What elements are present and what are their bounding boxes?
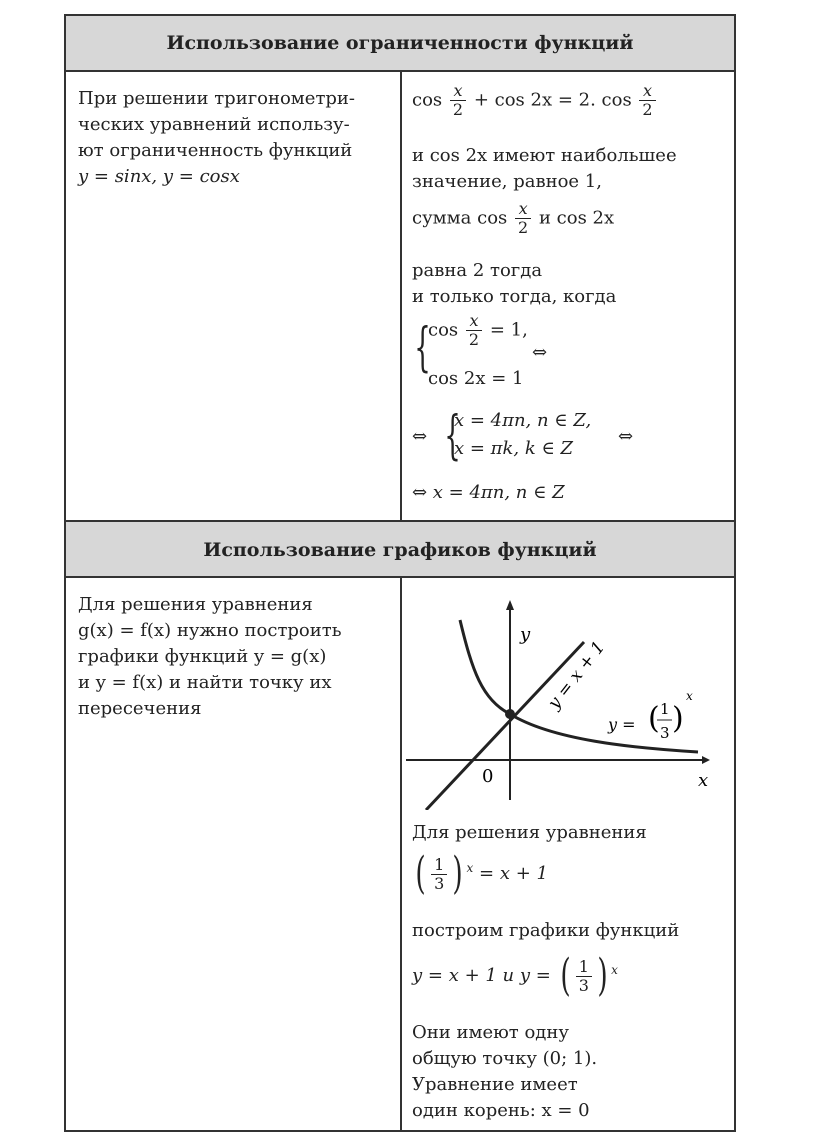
text-line: и только тогда, когда <box>412 286 617 307</box>
text-line: Для решения уравнения <box>412 822 647 843</box>
equation-main: cos $\frac{x}{2}$ + cos 2x = 2. cos $\frac{x}{2}$ <box>412 82 658 119</box>
functions-line: y = x + 1 и y = ( $\frac{1}{3}$ ) $^x$ <box>412 950 618 1001</box>
line-label: y = x + 1 <box>544 637 610 714</box>
paren-right: ) <box>672 701 684 736</box>
table <box>64 14 736 1132</box>
section-header-graphs: Использование графиков функций <box>66 520 734 578</box>
system-1: { cos $\frac{x}{2}$ = 1, cos 2x = 1 ⇔ <box>414 311 548 389</box>
paren-left: ( <box>648 701 660 736</box>
text-line: Они имеют одну <box>412 1022 569 1043</box>
origin-label: 0 <box>482 766 494 787</box>
frac-num: 1 <box>660 700 670 718</box>
text-line: один корень: x = 0 <box>412 1100 590 1121</box>
text-line: общую точку (0; 1). <box>412 1048 598 1069</box>
brace: { <box>444 406 461 466</box>
text-line: построим графики функций <box>412 920 680 941</box>
section-header-boundedness: Использование ограниченности функций <box>66 16 734 72</box>
final-answer: ⇔ x = 4πn, n ∈ Z <box>412 482 565 503</box>
text-line: и cos 2x имеют наибольшее <box>412 145 677 166</box>
x-axis-label: x <box>698 770 709 791</box>
system-2: ⇔ { x = 4πn, n ∈ Z, x = πk, k ∈ Z ⇔ <box>412 406 634 466</box>
y-axis-label: y <box>520 624 531 645</box>
brace: { <box>414 318 431 378</box>
text-line: Уравнение имеет <box>412 1074 578 1095</box>
section2-description: Для решения уравнения g(x) = f(x) нужно построить графики функций y = g(x) и y = f(x) и найти точку их пересечения <box>78 594 342 719</box>
exp-label-prefix: y = <box>608 715 636 734</box>
line-y-x-plus-1 <box>426 642 584 810</box>
exponent: x <box>686 689 693 703</box>
equation-exp: ( $\frac{1}{3}$ ) $^x$ = x + 1 <box>415 848 548 899</box>
y-axis-arrow <box>506 600 514 610</box>
sum-line: сумма cos $\frac{x}{2}$ и cos 2x <box>412 199 615 237</box>
column-divider <box>400 72 402 520</box>
text-line: равна 2 тогда <box>412 260 543 281</box>
section1-description: При решении тригонометри- ческих уравнений использу- ют ограниченность функций y = sinx, y = cosx <box>78 88 356 187</box>
frac-den: 3 <box>660 724 670 742</box>
intersection-point <box>505 709 515 719</box>
text-line: значение, равное 1, <box>412 171 602 192</box>
function-graph <box>402 580 734 810</box>
x-axis-arrow <box>702 756 710 764</box>
